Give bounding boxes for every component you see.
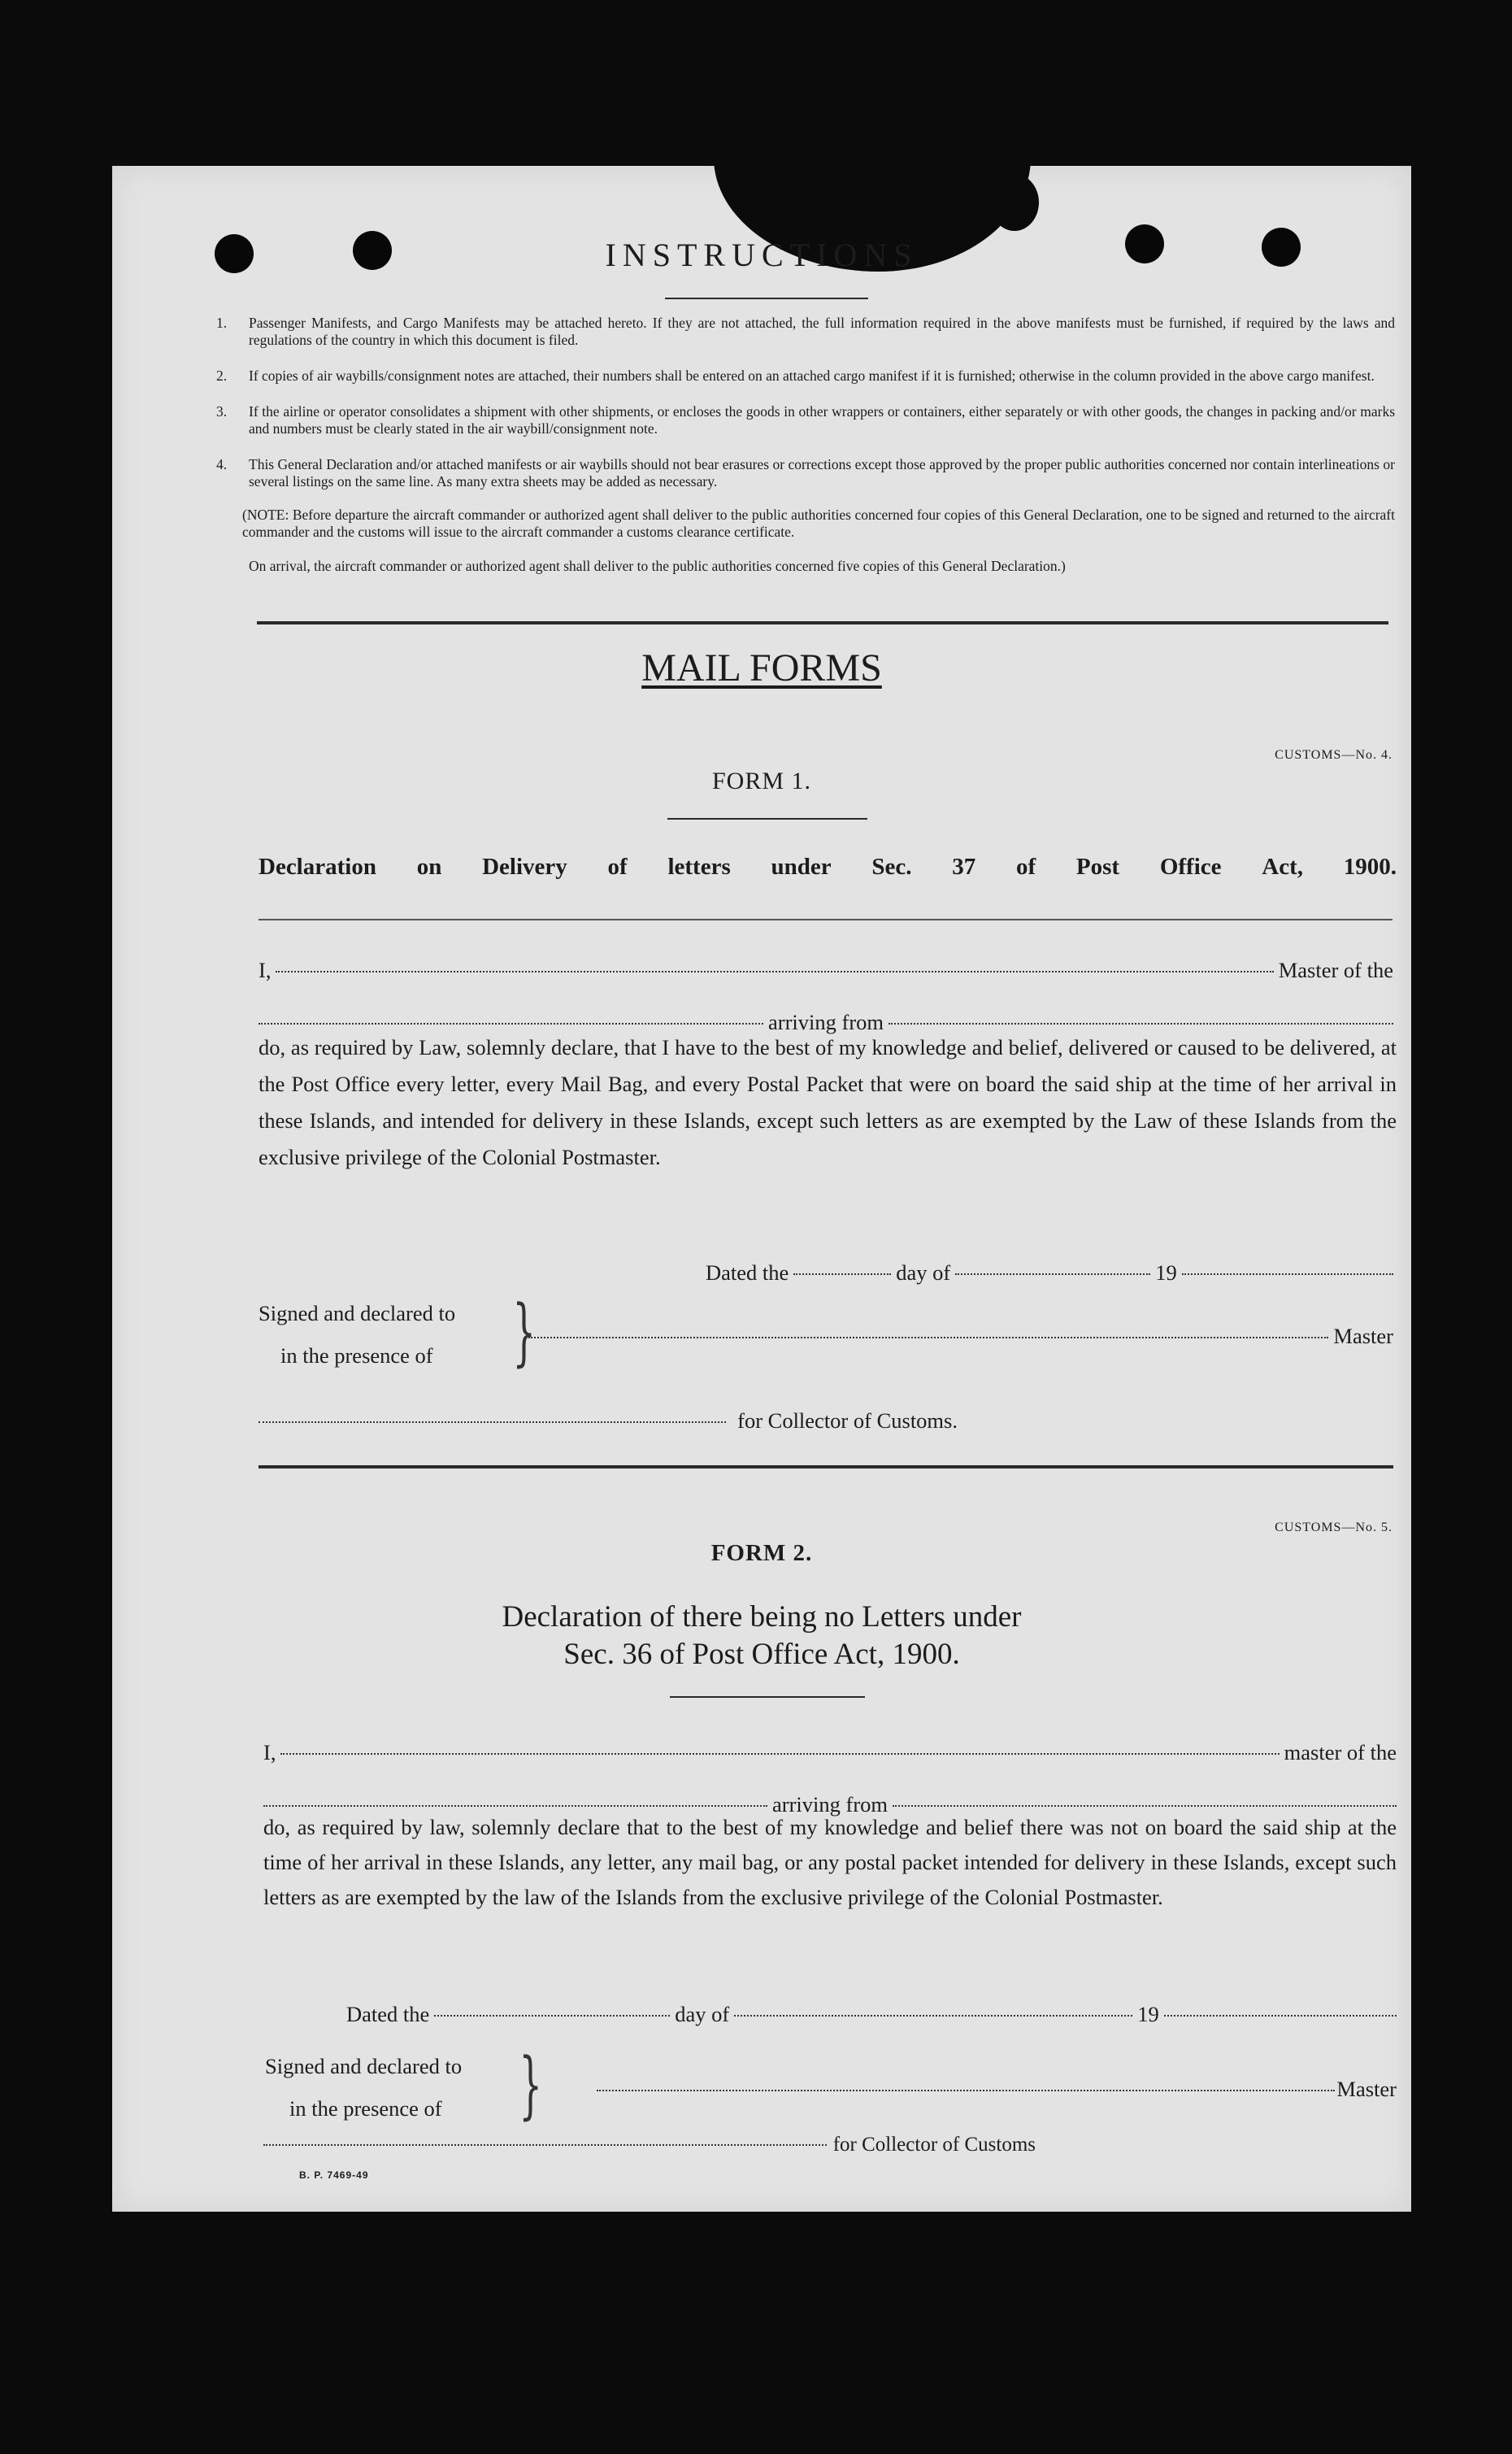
form2-name-line	[263, 1740, 1397, 1765]
instruction-note-arrival: On arrival, the aircraft commander or authorized agent shall deliver to the public authorities concerned five copies of this General Declaration.)	[249, 558, 1066, 574]
form2-body: do, as required by law, solemnly declare that to the best of my knowledge and belief there was not on board the said ship at the time of her arrival in these Islands, any letter, any mail bag, or any postal packet intended for delivery in these Islands, except such letters as are exempted by the law of the Islands from the exclusive privilege of the Colonial Postmaster.	[263, 1815, 1397, 1909]
form1-day-of-label: day of	[896, 1260, 951, 1285]
form2-i-label: I,	[263, 1740, 276, 1764]
form2-collector-label: for Collector of Customs	[832, 2134, 1036, 2156]
instruction-text: If copies of air waybills/consignment notes are attached, their numbers shall be entered on an attached cargo manifest if it is furnished; otherwise in the column provided in the above cargo manifest.	[249, 368, 1375, 384]
instruction-item-3	[216, 403, 1395, 437]
instruction-item-1	[216, 315, 1395, 349]
form2-title: FORM 2.	[710, 1540, 813, 1566]
instruction-item-4	[216, 456, 1395, 490]
decl-word: letters	[667, 854, 731, 880]
form1-collector-signature-field[interactable]	[259, 1421, 726, 1423]
form2-presence-label: in the presence of	[289, 2096, 442, 2121]
instruction-text: If the airline or operator consolidates a shipment with other shipments, or encloses the goods in other wrappers or containers, either separately or with other goods, the changes in packing and/or marks and numbers must be clearly stated in the air waybill/consignment note.	[249, 403, 1395, 437]
form2-master-line	[597, 2077, 1397, 2102]
form2-master-signature-field[interactable]	[597, 2090, 1335, 2091]
form2-heading-rule	[670, 1696, 865, 1698]
decl-word: of	[1016, 854, 1036, 880]
mail-forms-heading: MAIL FORMS	[641, 646, 882, 690]
torn-edge-mark	[990, 174, 1039, 231]
form1-master-line	[528, 1324, 1393, 1349]
form2-master-of-label: master of the	[1284, 1740, 1397, 1764]
form1-name-line	[259, 958, 1393, 983]
form1-signed-label: Signed and declared to	[259, 1301, 456, 1325]
form1-dated-label: Dated the	[706, 1260, 789, 1285]
form1-month-field[interactable]	[955, 1273, 1150, 1275]
decl-word: on	[416, 854, 442, 880]
form1-brace: }	[512, 1290, 536, 1375]
form2-master-label: Master	[1336, 2077, 1397, 2101]
decl-word: of	[607, 854, 628, 880]
form2-declaration-line-2: Sec. 36 of Post Office Act, 1900.	[563, 1638, 960, 1671]
form1-title-rule	[667, 818, 867, 820]
form1-declaration-heading	[259, 854, 1397, 881]
form2-date-line	[346, 2002, 1397, 2027]
instruction-text: This General Declaration and/or attached manifests or air waybills should not bear erasures or corrections except those approved by the proper public authorities concerned nor contain interlineations or several listings on the same line. As many extra sheets may be added as necessary.	[249, 456, 1395, 489]
instructions-title: INSTRUCTIONS	[605, 237, 919, 273]
decl-word: Post	[1075, 854, 1120, 880]
form1-presence-label: in the presence of	[280, 1343, 433, 1368]
form1-date-line	[706, 1260, 1393, 1286]
form1-ship-field[interactable]	[259, 1023, 763, 1025]
form1-customs-number: CUSTOMS—No. 4.	[1275, 748, 1393, 762]
printer-code: B. P. 7469-49	[299, 2169, 369, 2181]
instruction-number: 3.	[216, 403, 228, 420]
form1-collector-line	[259, 1408, 958, 1434]
form2-collector-signature-field[interactable]	[263, 2144, 827, 2146]
form2-day-field[interactable]	[434, 2015, 670, 2017]
form2-collector-line	[263, 2134, 1036, 2156]
form2-signed-label: Signed and declared to	[265, 2054, 463, 2078]
form2-origin-field[interactable]	[893, 1805, 1397, 1807]
form1-collector-label: for Collector of Customs.	[737, 1408, 958, 1433]
decl-word: 37	[952, 854, 976, 880]
form1-i-label: I,	[259, 958, 272, 982]
document-page	[112, 166, 1411, 2212]
form1-heading-rule	[259, 919, 1393, 920]
form1-master-signature-field[interactable]	[528, 1337, 1328, 1338]
instruction-item-2	[216, 368, 1395, 385]
form2-declaration-line-1: Declaration of there being no Letters under	[502, 1600, 1022, 1634]
form2-ship-field[interactable]	[263, 1805, 767, 1807]
form2-dated-label: Dated the	[346, 2002, 430, 2026]
decl-word: Act,	[1262, 854, 1303, 880]
form2-month-field[interactable]	[734, 2015, 1132, 2017]
form1-name-field[interactable]	[276, 971, 1273, 972]
instruction-note-departure: (NOTE: Before departure the aircraft commander or authorized agent shall deliver to the public authorities concerned four copies of this General Declaration, one to be signed and returned to the aircraft commander and the customs will issue to the aircraft commander a customs clearance certificate.	[242, 507, 1395, 540]
decl-word: 1900.	[1343, 854, 1397, 880]
form2-arriving-label: arriving from	[771, 1792, 889, 1817]
form2-customs-number: CUSTOMS—No. 5.	[1275, 1521, 1393, 1534]
form2-brace: }	[519, 2043, 542, 2128]
form1-year-label: 19	[1155, 1260, 1177, 1285]
instruction-text: Passenger Manifests, and Cargo Manifests may be attached hereto. If they are not attached, the full information required in the above manifests must be furnished, if required by the laws and regulations of the country in which this document is filed.	[249, 315, 1395, 348]
form2-name-field[interactable]	[280, 1753, 1279, 1755]
form1-origin-field[interactable]	[889, 1023, 1393, 1025]
form1-title: FORM 1.	[711, 768, 812, 794]
form1-year-field[interactable]	[1182, 1273, 1393, 1275]
decl-word: Delivery	[482, 854, 567, 880]
instruction-number: 1.	[216, 315, 228, 331]
instructions-title-rule	[665, 298, 868, 299]
decl-word: Sec.	[871, 854, 912, 880]
decl-word: under	[771, 854, 832, 880]
form2-day-of-label: day of	[675, 2002, 730, 2026]
form2-year-field[interactable]	[1164, 2015, 1397, 2017]
form-divider	[259, 1465, 1393, 1468]
instruction-number: 2.	[216, 368, 228, 384]
form1-body: do, as required by Law, solemnly declare, that I have to the best of my knowledge and belief, delivered or caused to be delivered, at the Post Office every letter, every Mail Bag, and every Postal Packet that were on board the said ship at the time of her arrival in these Islands, and intended for delivery in these Islands, except such letters as are exempted by the Law of these Islands from the exclusive privilege of the Colonial Postmaster.	[259, 1035, 1397, 1169]
form1-day-field[interactable]	[793, 1273, 891, 1275]
decl-word: Declaration	[259, 854, 376, 880]
form2-year-label: 19	[1137, 2002, 1159, 2026]
section-divider	[257, 621, 1388, 624]
form1-arriving-label: arriving from	[767, 1010, 884, 1034]
decl-word: Office	[1159, 854, 1222, 880]
form1-master-label: Master	[1333, 1324, 1393, 1348]
form1-master-of-label: Master of the	[1278, 958, 1393, 982]
form2-declaration-heading	[112, 1599, 1411, 1673]
instruction-number: 4.	[216, 456, 228, 472]
